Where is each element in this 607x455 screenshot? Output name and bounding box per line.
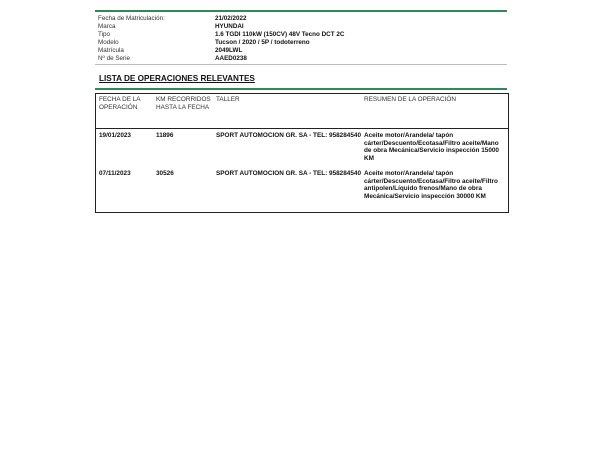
operations-title: LISTA DE OPERACIONES RELEVANTES [99,74,255,83]
info-row-model [95,39,507,47]
info-value: Tucson / 2020 / 5P / todoterreno [215,39,310,46]
info-label: Matrícula [98,47,124,54]
operations-table [95,93,509,213]
cell-date: 07/11/2023 [99,170,131,177]
info-value: HYUNDAI [215,23,244,30]
table-row [96,167,508,212]
vehicle-info-block [95,15,507,65]
info-value: 1.6 TGDI 110kW (150CV) 48V Tecno DCT 2C [215,31,345,38]
header-km: KM RECORRIDOS HASTA LA FECHA [156,96,211,111]
header-date: FECHA DE LA OPERACIÓN [99,96,141,111]
info-label: Fecha de Matriculación: [98,15,165,22]
info-row-plate [95,47,507,55]
header-workshop: TALLER [216,96,240,103]
info-value: AAED0238 [215,55,247,62]
cell-km: 30526 [156,170,174,177]
top-divider [95,10,507,12]
info-label: Modelo [98,39,119,46]
info-row-registration-date [95,15,507,23]
header-summary: RESUMEN DE LA OPERACIÓN [364,96,456,103]
info-row-serial [95,55,507,63]
report-page [95,10,507,213]
cell-summary: Aceite motor/Arandela/ tapón cárter/Descuento/Ecotasa/Filtro aceite/Filtro antipolen/Líquido frenos/Mano de obra Mecánica/Servicio inspección 30000 KM [364,170,498,200]
info-value: 21/02/2022 [215,15,247,22]
cell-km: 11896 [156,132,174,139]
info-label: Marca [98,23,116,30]
info-row-brand [95,23,507,31]
cell-date: 19/01/2023 [99,132,131,139]
table-row [96,129,508,167]
info-label: Nº de Serie [98,55,131,62]
table-header [96,94,508,129]
info-label: Tipo [98,31,111,38]
section-divider [95,88,507,90]
cell-workshop: SPORT AUTOMOCION GR. SA - TEL: 958284540 [216,170,362,177]
cell-summary: Aceite motor/Arandela/ tapón cárter/Descuento/Ecotasa/Filtro aceite/Mano de obra Mecánica/Servicio inspección 15000 KM [364,132,499,162]
info-value: 2049LWL [215,47,243,54]
cell-workshop: SPORT AUTOMOCION GR. SA - TEL: 958284540 [216,132,362,139]
info-row-type [95,31,507,39]
